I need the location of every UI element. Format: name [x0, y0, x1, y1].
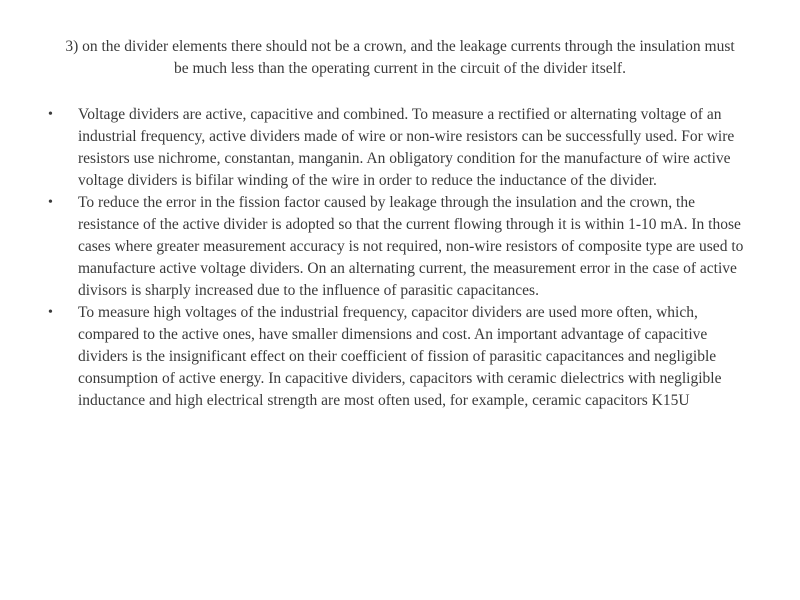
bullet-icon: • — [48, 195, 53, 210]
bullet-text: To reduce the error in the fission factor caused by leakage through the insulation and the crown, the resistance of the active divider is adopted so that the current flowing through it is within 1-10 mA. In those cases where greater measurement accuracy is not required, non-wire resistors of composite type are used to manufacture active voltage dividers. On an alternating current, the measurement error in the case of active divisors is sharply increased due to the influence of parasitic capacitances. — [78, 194, 744, 299]
bullet-list — [44, 104, 756, 412]
bullet-text: Voltage dividers are active, capacitive and combined. To measure a rectified or alternating voltage of an industrial frequency, active dividers made of wire or non-wire resistors can be successfully used. For wire resistors use nichrome, constantan, manganin. An obligatory condition for the manufacture of wire active voltage dividers is bifilar winding of the wire in order to reduce the inductance of the divider. — [78, 106, 735, 189]
bullet-icon: • — [48, 107, 53, 122]
list-item — [44, 302, 756, 412]
list-item — [44, 104, 756, 192]
list-item — [44, 192, 756, 302]
bullet-icon: • — [48, 305, 53, 320]
bullet-text: To measure high voltages of the industrial frequency, capacitor dividers are used more often, which, compared to the active ones, have smaller dimensions and cost. An important advantage of capacitive dividers is the insignificant effect on their coefficient of fission of parasitic capacitances and negligible consumption of active energy. In capacitive dividers, capacitors with ceramic dielectrics with negligible inductance and high electrical strength are most often used, for example, ceramic capacitors K15U — [78, 304, 722, 409]
intro-paragraph: 3) on the divider elements there should not be a crown, and the leakage currents through the insulation must be much less than the operating current in the circuit of the divider itself. — [65, 38, 735, 77]
